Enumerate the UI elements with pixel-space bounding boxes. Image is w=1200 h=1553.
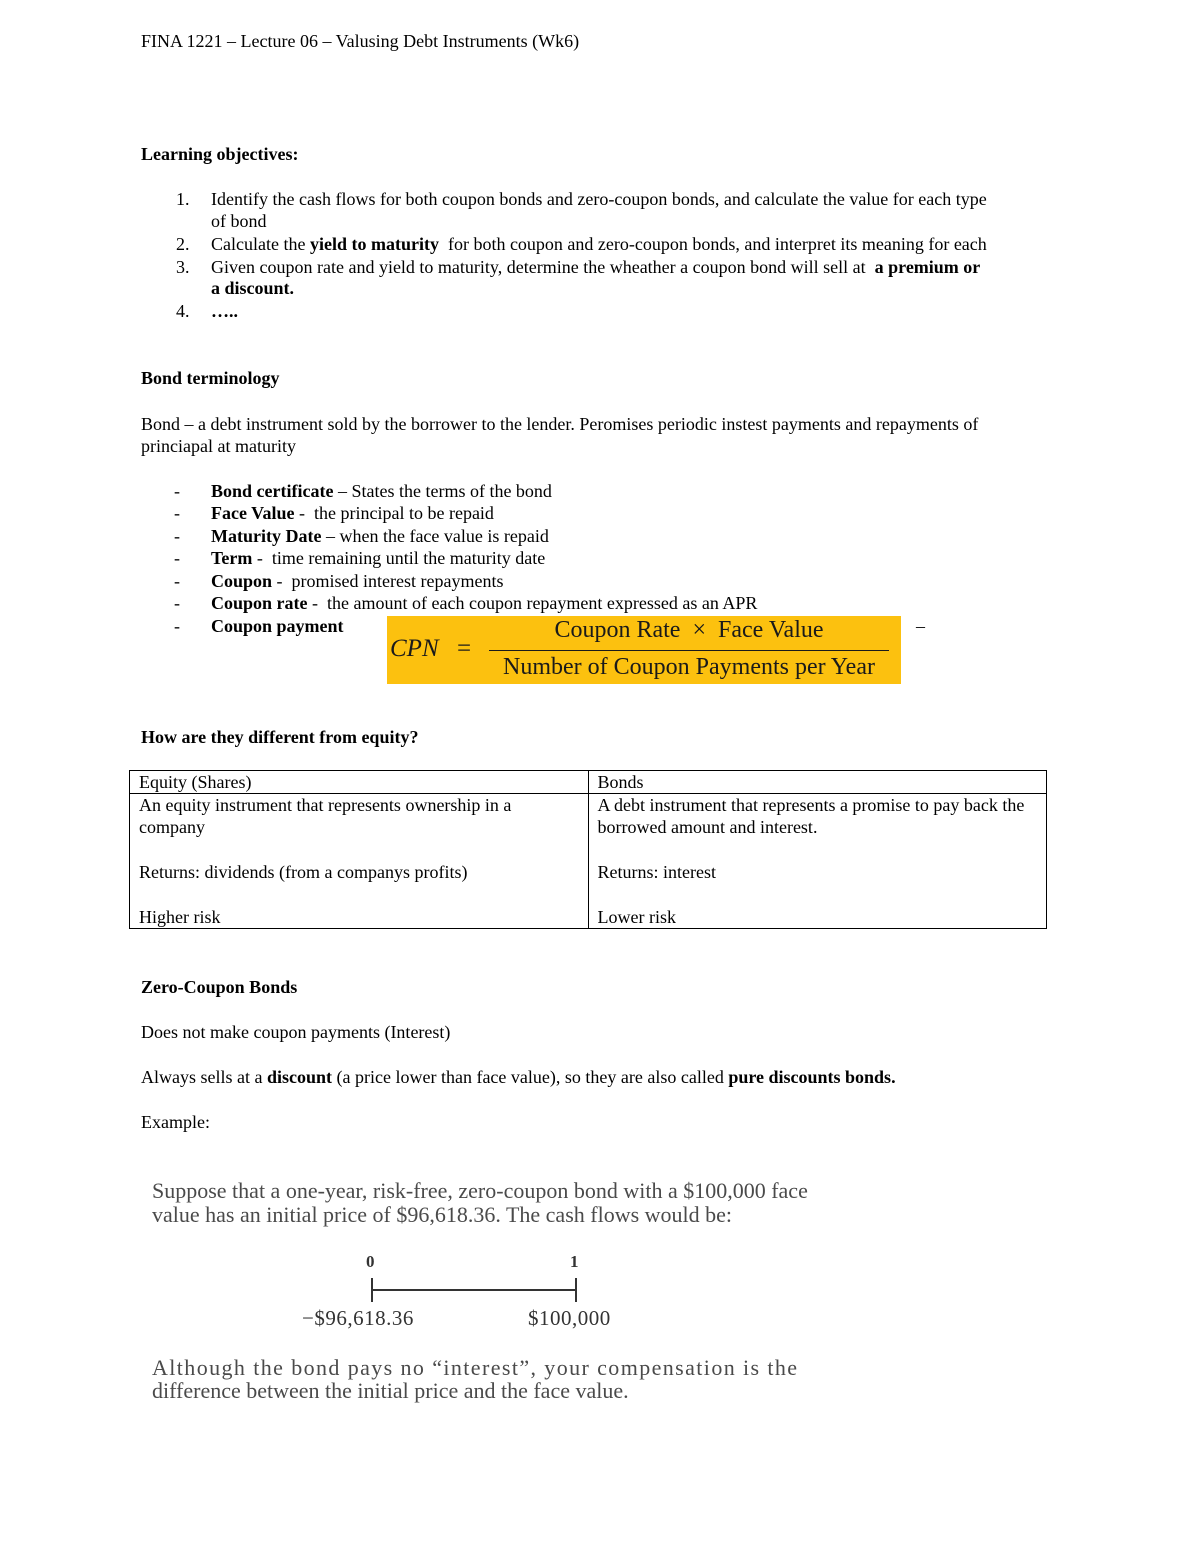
term-name: Face Value	[211, 503, 295, 523]
objective-text-cont: a discount.	[211, 278, 295, 298]
term-name: Coupon payment	[211, 616, 344, 636]
objective-number: 3.	[176, 257, 190, 277]
objective-text: …..	[211, 301, 238, 321]
objective-text-cont: of bond	[211, 211, 267, 231]
objective-bold-term: a premium or	[874, 257, 981, 277]
p2-bold2: pure discounts bonds.	[728, 1067, 896, 1087]
term-item	[211, 480, 552, 502]
timeline-label-1: 1	[570, 1252, 579, 1271]
formula-numerator: Coupon Rate × Face Value	[554, 617, 824, 643]
term-desc: when the face value is repaid	[339, 526, 549, 546]
term-name: Term	[211, 548, 253, 568]
objective-bold-term: yield to maturity	[309, 234, 439, 254]
zero-coupon-p1: Does not make coupon payments (Interest)	[141, 1022, 451, 1042]
cash-flow-0: −$96,618.36	[302, 1306, 414, 1330]
list-dash: -	[174, 526, 180, 546]
table-header-cell: Equity (Shares)	[130, 771, 589, 794]
table-cell-equity	[130, 794, 589, 929]
cash-flow-1: $100,000	[528, 1306, 611, 1330]
objective-number: 4.	[176, 301, 190, 321]
term-item	[211, 615, 344, 637]
example-figure	[152, 1178, 852, 1408]
example-label: Example:	[141, 1112, 210, 1132]
list-dash: -	[174, 481, 180, 501]
term-sep: -	[252, 548, 272, 568]
objective-text	[211, 256, 980, 278]
p2-pre: Always sells at a	[141, 1067, 267, 1087]
objective-number: 1.	[176, 189, 190, 209]
formula-equals: =	[457, 635, 472, 662]
bond-definition-cont: princiapal at maturity	[141, 436, 296, 456]
formula-denominator: Number of Coupon Payments per Year	[503, 654, 875, 680]
objective-text-pre: Calculate the	[211, 234, 310, 254]
table-header-row	[130, 771, 1047, 794]
bond-definition: Bond – a debt instrument sold by the borrower to the lender. Peromises periodic instest payments and repayments of	[141, 414, 979, 434]
formula-fraction-bar	[489, 650, 889, 651]
bonds-risk: Lower risk	[597, 907, 676, 927]
equity-risk: Higher risk	[139, 907, 221, 927]
timeline-label-0: 0	[366, 1252, 375, 1271]
term-desc: the principal to be repaid	[314, 503, 494, 523]
table-cell-bonds	[588, 794, 1047, 929]
example-line-1: Suppose that a one-year, risk-free, zero-coupon bond with a $100,000 face	[152, 1178, 808, 1203]
coupon-payment-formula	[387, 616, 901, 684]
table-header-cell: Bonds	[588, 771, 1047, 794]
term-name: Bond certificate	[211, 481, 334, 501]
table-row	[130, 794, 1047, 929]
objective-text: Identify the cash flows for both coupon bonds and zero-coupon bonds, and calculate the value for each type	[211, 189, 987, 209]
objective-text	[211, 233, 987, 255]
equity-definition: An equity instrument that represents ownership in a company	[139, 795, 512, 837]
formula-trailing-dash: –	[916, 616, 925, 636]
term-name: Coupon rate	[211, 593, 308, 613]
zero-coupon-p2	[141, 1066, 896, 1088]
term-item	[211, 502, 494, 524]
formula-lhs: CPN	[390, 635, 439, 662]
term-sep: –	[333, 481, 352, 501]
term-sep: –	[321, 526, 340, 546]
p2-bold: discount	[266, 1067, 333, 1087]
term-name: Coupon	[211, 571, 273, 591]
term-name: Maturity Date	[211, 526, 322, 546]
example-line-3: Although the bond pays no “interest”, your compensation is the	[152, 1355, 799, 1380]
term-desc: promised interest repayments	[291, 571, 504, 591]
equity-vs-bonds-table	[129, 770, 1047, 929]
term-desc: States the terms of the bond	[351, 481, 552, 501]
list-dash: -	[174, 503, 180, 523]
objective-text-pre: Given coupon rate and yield to maturity, determine the wheather a coupon bond will sell at	[211, 257, 875, 277]
term-sep: -	[307, 593, 328, 613]
list-dash: -	[174, 616, 180, 636]
term-sep: -	[272, 571, 292, 591]
equity-returns: Returns: dividends (from a companys profits)	[139, 862, 468, 882]
p2-mid: (a price lower than face value), so they are also called	[332, 1067, 729, 1087]
terminology-heading: Bond terminology	[141, 368, 280, 388]
term-desc: time remaining until the maturity date	[271, 548, 546, 568]
document-header: FINA 1221 – Lecture 06 – Valusing Debt Instruments (Wk6)	[141, 31, 580, 51]
term-item	[211, 570, 503, 592]
cash-flow-timeline	[152, 1178, 852, 1348]
comparison-heading: How are they different from equity?	[141, 727, 419, 747]
term-sep: -	[294, 503, 314, 523]
example-line-2: value has an initial price of $96,618.36. The cash flows would be:	[152, 1202, 733, 1227]
example-line-4: difference between the initial price and the face value.	[152, 1378, 629, 1403]
list-dash: -	[174, 571, 180, 591]
bonds-definition: A debt instrument that represents a promise to pay back the borrowed amount and interest.	[597, 795, 1025, 837]
term-item	[211, 525, 549, 547]
list-dash: -	[174, 548, 180, 568]
objective-text-post: for both coupon and zero-coupon bonds, and interpret its meaning for each	[438, 234, 987, 254]
objectives-heading: Learning objectives:	[141, 144, 299, 164]
zero-coupon-heading: Zero-Coupon Bonds	[141, 977, 298, 997]
term-item	[211, 547, 545, 569]
list-dash: -	[174, 593, 180, 613]
term-desc: the amount of each coupon repayment expressed as an APR	[327, 593, 758, 613]
objective-number: 2.	[176, 234, 190, 254]
term-item	[211, 592, 757, 614]
bonds-returns: Returns: interest	[597, 862, 716, 882]
